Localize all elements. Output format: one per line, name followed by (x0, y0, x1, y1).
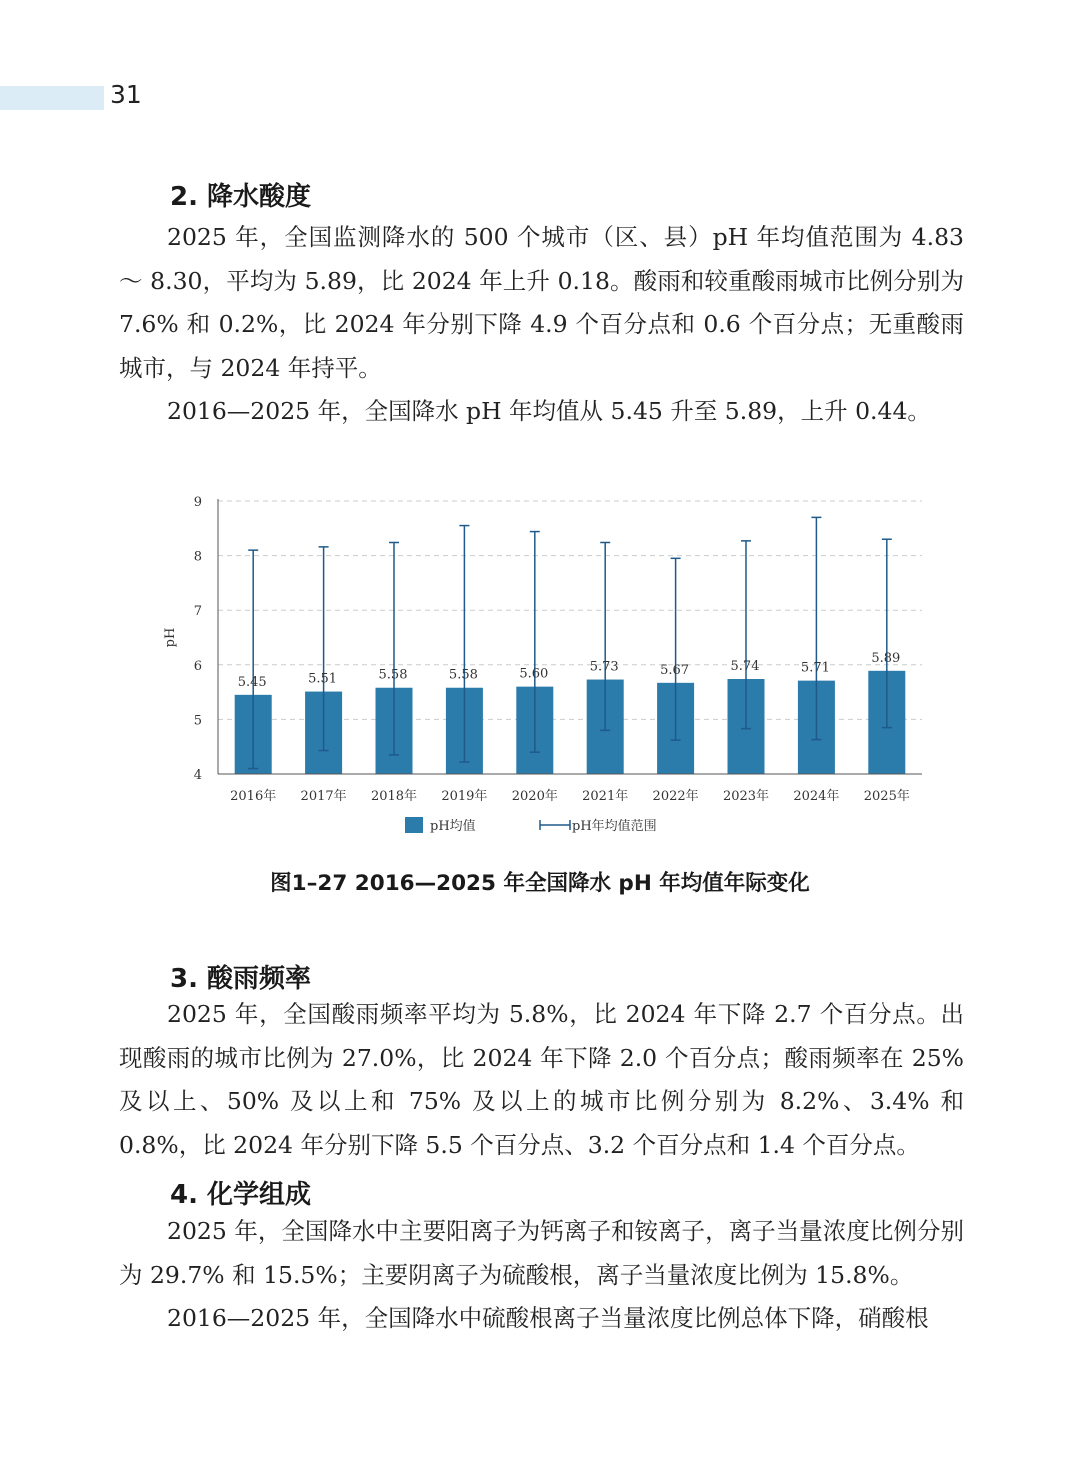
paragraph-frequency-1: 2025 年，全国酸雨频率平均为 5.8%，比 2024 年下降 2.7 个百分点。出现酸雨的城市比例为 27.0%，比 2024 年下降 2.0 个百分点；酸雨频率在 25% 及以上、50% 及以上和 75% 及以上的城市比例分别为 8.2%、3.4% 和 0.8%，比 2024 年分别下降 5.5 个百分点、3.2 个百分点和 1.4 个百分点。 (119, 1000, 964, 1159)
x-tick-label: 2016年 (230, 789, 277, 804)
bar-value-label: 5.58 (448, 667, 478, 683)
bar-value-label: 5.58 (378, 667, 408, 683)
y-tick-label: 4 (193, 768, 202, 783)
page-number: 31 (110, 80, 142, 109)
y-axis-title: pH (163, 627, 178, 648)
section-heading-frequency: 3. 酸雨频率 (170, 964, 312, 994)
bar-value-label: 5.73 (589, 659, 619, 675)
figure-caption: 图1–27 2016—2025 年全国降水 pH 年均值年际变化 (270, 871, 810, 896)
legend-label-bar: pH均值 (430, 819, 476, 834)
bar-value-label: 5.67 (660, 662, 690, 678)
x-tick-label: 2017年 (300, 789, 347, 804)
bar-value-label: 5.71 (800, 660, 830, 676)
page-header-band (0, 86, 104, 110)
y-tick-label: 9 (193, 495, 202, 510)
chart-range-bars (248, 517, 892, 768)
section-heading-chemistry: 4. 化学组成 (170, 1180, 312, 1210)
legend-label-range: pH年均值范围 (572, 819, 657, 834)
y-tick-label: 6 (193, 658, 202, 674)
section-heading-acidity: 2. 降水酸度 (170, 182, 312, 212)
legend-swatch-bar (405, 817, 423, 833)
x-tick-label: 2024年 (793, 789, 840, 804)
paragraph-chemistry-1: 2025 年，全国降水中主要阳离子为钙离子和铵离子，离子当量浓度比例分别为 29.7% 和 15.5%；主要阴离子为硫酸根，离子当量浓度比例为 15.8%。 (119, 1217, 964, 1289)
x-tick-label: 2019年 (441, 789, 488, 804)
bar-value-label: 5.60 (519, 666, 549, 682)
ph-bar-chart (150, 488, 940, 848)
chart-legend (405, 817, 657, 834)
x-tick-label: 2025年 (863, 789, 910, 804)
x-tick-label: 2018年 (370, 789, 418, 804)
x-tick-label: 2023年 (722, 789, 770, 804)
paragraph-acidity-2: 2016—2025 年，全国降水 pH 年均值从 5.45 升至 5.89，上升 0.44。 (167, 397, 931, 425)
paragraph-acidity-1: 2025 年，全国监测降水的 500 个城市（区、县）pH 年均值范围为 4.83 ～ 8.30，平均为 5.89，比 2024 年上升 0.18。酸雨和较重酸雨城市比例分别为 7.6% 和 0.2%，比 2024 年分别下降 4.9 个百分点和 0.6 个百分点；无重酸雨城市，与 2024 年持平。 (119, 223, 964, 382)
y-tick-label: 8 (193, 549, 202, 565)
paragraph-chemistry-2: 2016—2025 年，全国降水中硫酸根离子当量浓度比例总体下降，硝酸根 (167, 1304, 929, 1332)
x-tick-label: 2020年 (511, 789, 558, 804)
x-tick-label: 2022年 (652, 789, 699, 804)
y-tick-label: 5 (193, 713, 202, 729)
x-tick-label: 2021年 (582, 789, 629, 804)
bar-value-label: 5.74 (730, 658, 760, 674)
y-tick-label: 7 (193, 604, 202, 620)
bar-value-label: 5.51 (308, 671, 338, 687)
bar-value-label: 5.89 (871, 650, 901, 666)
bar-value-label: 5.45 (237, 674, 267, 690)
